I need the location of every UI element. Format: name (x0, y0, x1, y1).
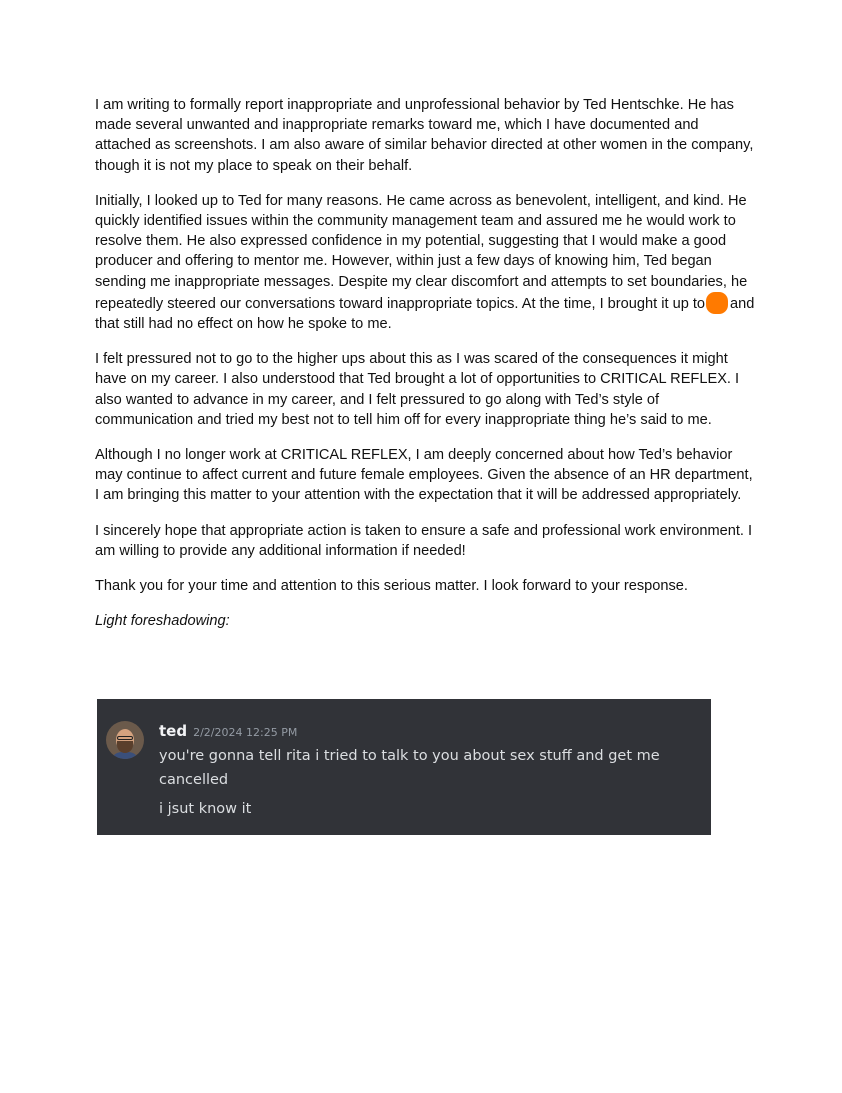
chat-message-header (159, 721, 297, 740)
chat-username: ted (159, 722, 188, 740)
chat-message-1: you're gonna tell rita i tried to talk to you about sex stuff and get me cancelled (159, 748, 660, 788)
foreshadow-label: Light foreshadowing: (95, 613, 230, 630)
avatar (106, 721, 144, 759)
avatar-glasses (117, 736, 133, 740)
paragraph-2-after: and that still had no effect on how he spoke to me. (95, 295, 755, 333)
letter-body (95, 95, 755, 646)
redaction-mark (706, 292, 728, 314)
paragraph-1: I am writing to formally report inappropriate and unprofessional behavior by Ted Hentschke. He has made several unwanted and inappropriate remarks toward me, which I have documented and attached as screenshots. I am also aware of similar behavior directed at other women in the company, though it is not my place to speak on their behalf. (95, 97, 754, 174)
chat-messages (159, 744, 689, 826)
paragraph-2-before: Initially, I looked up to Ted for many reasons. He came across as benevolent, intelligent, and kind. He quickly identified issues within the community management team and assured me he would work to resolve them. He also expressed confidence in my potential, suggesting that I would make a good producer and offering to mentor me. However, within just a few days of knowing him, Ted began sending me inappropriate messages. Despite my clear discomfort and attempts to set boundaries, he repeatedly steered our conversations toward inappropriate topics. At the time, I brought it up to (95, 192, 748, 312)
paragraph-5: I sincerely hope that appropriate action is taken to ensure a safe and professional work environment. I am willing to provide any additional information if needed! (95, 522, 753, 559)
paragraph-6: Thank you for your time and attention to this serious matter. I look forward to your response. (95, 578, 688, 595)
chat-screenshot (97, 699, 711, 835)
chat-timestamp: 2/2/2024 12:25 PM (193, 726, 298, 739)
chat-message-2: i jsut know it (159, 801, 252, 817)
avatar-beard (117, 741, 133, 753)
paragraph-3: I felt pressured not to go to the higher ups about this as I was scared of the consequences it might have on my career. I also understood that Ted brought a lot of opportunities to CRITICAL REFLEX. I also wanted to advance in my career, and I felt pressured to go along with Ted’s style of communication and tried my best not to tell him off for every inappropriate thing he’s said to me. (95, 351, 740, 428)
paragraph-2 (95, 191, 755, 334)
avatar-shirt (110, 752, 140, 759)
paragraph-4: Although I no longer work at CRITICAL REFLEX, I am deeply concerned about how Ted’s behavior may continue to affect current and future female employees. Given the absence of an HR department, I am bringing this matter to your attention with the expectation that it will be addressed appropriately. (95, 447, 753, 504)
